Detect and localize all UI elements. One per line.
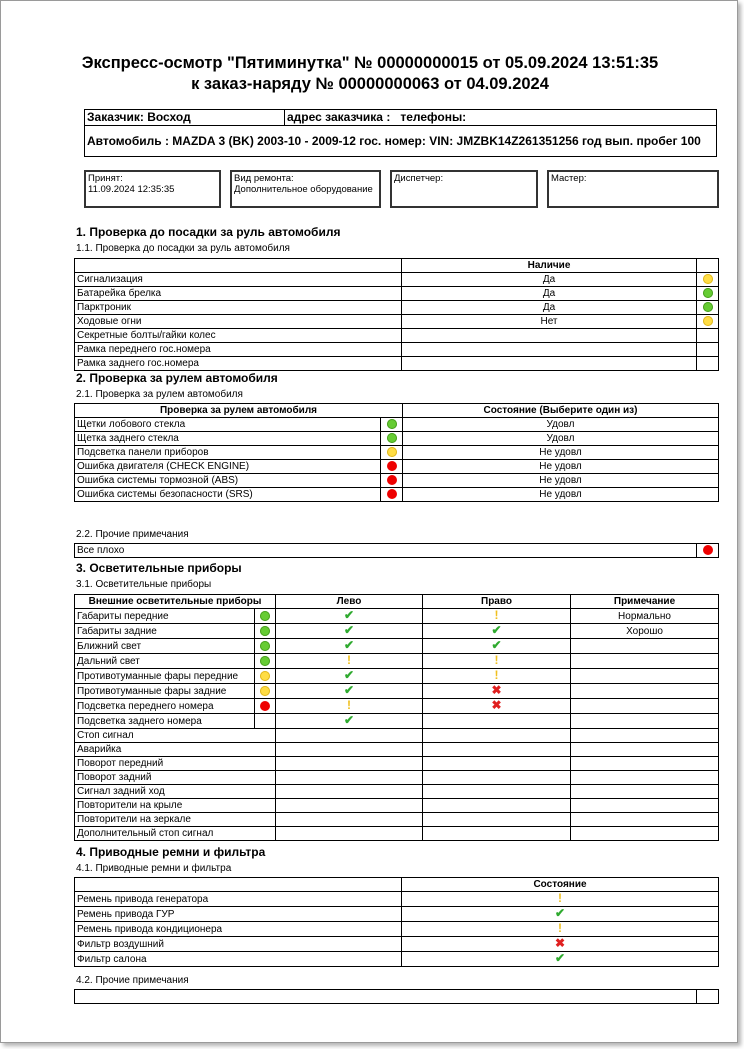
row-right xyxy=(423,743,571,757)
warning-mark-icon: ! xyxy=(494,668,499,682)
row-left xyxy=(276,771,423,785)
row-value: Не удовл xyxy=(403,460,719,474)
check-mark-icon: ✔ xyxy=(343,668,355,682)
table-row xyxy=(75,952,719,967)
row-left xyxy=(276,654,423,669)
table-row xyxy=(75,684,719,699)
row-name: Фильтр воздушний xyxy=(75,937,402,952)
table-row xyxy=(75,273,719,287)
row-name: Ремень привода ГУР xyxy=(75,907,402,922)
row-right xyxy=(423,799,571,813)
row-name: Ремень привода генератора xyxy=(75,892,402,907)
row-left xyxy=(276,624,423,639)
row-right xyxy=(423,624,571,639)
table-row xyxy=(75,287,719,301)
cross-mark-icon: ✖ xyxy=(491,698,502,712)
row-note: Нормально xyxy=(571,609,719,624)
table-row xyxy=(75,785,719,799)
red-status-dot-icon xyxy=(387,475,397,485)
section-3-header-right: Право xyxy=(423,595,571,609)
row-status xyxy=(697,301,719,315)
row-name: Щетки лобового стекла xyxy=(75,418,381,432)
row-name: Ошибка системы тормозной (ABS) xyxy=(75,474,381,488)
section-2-notes-text: Все плохо xyxy=(75,544,697,558)
table-row xyxy=(75,432,719,446)
row-name: Подсветка заднего номера xyxy=(75,714,255,729)
info-box-label: Вид ремонта: xyxy=(234,173,294,184)
cross-mark-icon: ✖ xyxy=(554,936,566,950)
check-mark-icon: ✔ xyxy=(343,683,355,697)
row-note xyxy=(571,684,719,699)
row-name: Ближний свет xyxy=(75,639,255,654)
row-status xyxy=(255,654,276,669)
section-2-subtitle: 2.1. Проверка за рулем автомобиля xyxy=(76,389,243,400)
row-note xyxy=(571,714,719,729)
red-status-dot-icon xyxy=(703,545,713,555)
red-status-dot-icon xyxy=(387,461,397,471)
row-name: Ошибка двигателя (CHECK ENGINE) xyxy=(75,460,381,474)
row-status xyxy=(255,714,276,729)
row-status xyxy=(255,669,276,684)
row-state xyxy=(402,892,719,907)
table-row xyxy=(75,729,719,743)
section-3-title: 3. Осветительные приборы xyxy=(76,561,242,575)
table-row xyxy=(75,301,719,315)
row-value: Нет xyxy=(402,315,697,329)
check-mark-icon: ✔ xyxy=(343,608,355,622)
warning-mark-icon: ! xyxy=(558,891,562,905)
row-right xyxy=(423,714,571,729)
green-status-dot-icon xyxy=(260,626,270,636)
row-left xyxy=(276,669,423,684)
section-4-title: 4. Приводные ремни и фильтра xyxy=(76,845,266,859)
row-status xyxy=(697,273,719,287)
table-row xyxy=(75,624,719,639)
row-name: Ошибка системы безопасности (SRS) xyxy=(75,488,381,502)
row-name: Противотуманные фары передние xyxy=(75,669,255,684)
row-status xyxy=(697,329,719,343)
row-value: Удовл xyxy=(403,418,719,432)
row-name: Парктроник xyxy=(75,301,402,315)
check-mark-icon: ✔ xyxy=(343,623,355,637)
table-row xyxy=(75,488,719,502)
row-status xyxy=(381,446,403,460)
yellow-status-dot-icon xyxy=(703,274,713,284)
row-name: Повторители на зеркале xyxy=(75,813,276,827)
row-note xyxy=(571,669,719,684)
yellow-status-dot-icon xyxy=(260,671,270,681)
car-info: Автомобиль : MAZDA 3 (BK) 2003-10 - 2009-12 гос. номер: VIN: JMZBK14Z261351256 год вып. пробег 100 xyxy=(85,126,717,157)
row-name: Ремень привода кондиционера xyxy=(75,922,402,937)
table-row xyxy=(75,699,719,714)
row-note xyxy=(571,639,719,654)
customer-address: адрес заказчика : xyxy=(287,110,391,124)
section-1-table xyxy=(74,258,719,371)
table-row xyxy=(75,315,719,329)
row-left xyxy=(276,827,423,841)
row-note xyxy=(571,785,719,799)
info-box-label: Мастер: xyxy=(551,173,587,184)
table-row xyxy=(75,446,719,460)
customer-name: Заказчик: Восход xyxy=(85,110,285,126)
table-row xyxy=(75,827,719,841)
row-note xyxy=(571,699,719,714)
doc-title-line2: к заказ-наряду № 00000000063 от 04.09.2024 xyxy=(191,75,549,93)
row-note xyxy=(571,827,719,841)
table-row xyxy=(75,922,719,937)
row-value xyxy=(402,343,697,357)
section-1-header: Наличие xyxy=(402,259,697,273)
section-3-header-left: Лево xyxy=(276,595,423,609)
row-left xyxy=(276,609,423,624)
row-status xyxy=(697,315,719,329)
table-row xyxy=(75,669,719,684)
info-box-received xyxy=(84,170,221,208)
row-right xyxy=(423,609,571,624)
row-note xyxy=(571,757,719,771)
check-mark-icon: ✔ xyxy=(343,638,355,652)
row-right xyxy=(423,813,571,827)
info-box-value: 11.09.2024 12:35:35 xyxy=(88,184,175,195)
row-left xyxy=(276,699,423,714)
row-note xyxy=(571,654,719,669)
row-value: Да xyxy=(402,273,697,287)
section-2-notes-status xyxy=(697,544,719,558)
section-2-notes-table xyxy=(74,543,719,558)
table-row xyxy=(75,639,719,654)
table-row xyxy=(75,813,719,827)
table-row xyxy=(75,757,719,771)
green-status-dot-icon xyxy=(387,419,397,429)
row-status xyxy=(697,357,719,371)
row-value: Не удовл xyxy=(403,488,719,502)
section-4-header: Состояние xyxy=(402,878,719,892)
row-right xyxy=(423,639,571,654)
section-4-notes-text xyxy=(75,990,697,1004)
yellow-status-dot-icon xyxy=(260,686,270,696)
section-4-notes-subtitle: 4.2. Прочие примечания xyxy=(76,975,189,986)
row-name: Дополнительный стоп сигнал xyxy=(75,827,276,841)
table-row xyxy=(75,343,719,357)
row-value: Да xyxy=(402,301,697,315)
doc-title-line1: Экспресс-осмотр "Пятиминутка" № 00000000015 от 05.09.2024 13:51:35 xyxy=(81,54,659,72)
row-right xyxy=(423,729,571,743)
row-value: Удовл xyxy=(403,432,719,446)
section-3-header-note: Примечание xyxy=(571,595,719,609)
row-note xyxy=(571,813,719,827)
info-box-label: Диспетчер: xyxy=(394,173,444,184)
row-name: Секретные болты/гайки колес xyxy=(75,329,402,343)
row-status xyxy=(381,460,403,474)
info-box-label: Принят: xyxy=(88,173,123,184)
section-2-title: 2. Проверка за рулем автомобиля xyxy=(76,371,278,385)
info-box-master xyxy=(547,170,719,208)
row-name: Повторители на крыле xyxy=(75,799,276,813)
section-3-header-device: Внешние осветительные приборы xyxy=(75,595,276,609)
table-row xyxy=(75,418,719,432)
row-name: Сигнал задний ход xyxy=(75,785,276,799)
row-right xyxy=(423,771,571,785)
table-row xyxy=(75,892,719,907)
section-3-table xyxy=(74,594,719,841)
section-4-subtitle: 4.1. Приводные ремни и фильтра xyxy=(76,863,232,874)
table-row xyxy=(75,799,719,813)
row-status xyxy=(381,488,403,502)
row-name: Батарейка брелка xyxy=(75,287,402,301)
green-status-dot-icon xyxy=(260,611,270,621)
row-name: Рамка заднего гос.номера xyxy=(75,357,402,371)
row-state xyxy=(402,922,719,937)
section-1-title: 1. Проверка до посадки за руль автомобиля xyxy=(76,225,341,239)
section-2-header-state: Состояние (Выберите один из) xyxy=(403,404,719,418)
green-status-dot-icon xyxy=(387,433,397,443)
row-name: Ходовые огни xyxy=(75,315,402,329)
table-row xyxy=(75,474,719,488)
warning-mark-icon: ! xyxy=(494,608,499,622)
row-name: Поворот передний xyxy=(75,757,276,771)
row-state xyxy=(402,952,719,967)
customer-table xyxy=(84,109,717,157)
check-mark-icon: ✔ xyxy=(343,713,355,727)
row-note xyxy=(571,799,719,813)
table-row xyxy=(75,937,719,952)
row-left xyxy=(276,639,423,654)
section-2-table xyxy=(74,403,719,502)
cross-mark-icon: ✖ xyxy=(491,683,502,697)
row-right xyxy=(423,785,571,799)
row-left xyxy=(276,714,423,729)
table-row xyxy=(75,609,719,624)
row-left xyxy=(276,729,423,743)
table-row xyxy=(75,329,719,343)
row-status xyxy=(255,699,276,714)
row-status xyxy=(255,639,276,654)
row-status xyxy=(381,418,403,432)
yellow-status-dot-icon xyxy=(387,447,397,457)
row-left xyxy=(276,757,423,771)
check-mark-icon: ✔ xyxy=(491,623,502,637)
info-box-repair-type xyxy=(230,170,381,208)
red-status-dot-icon xyxy=(260,701,270,711)
table-row xyxy=(75,907,719,922)
warning-mark-icon: ! xyxy=(347,653,352,667)
row-name: Стоп сигнал xyxy=(75,729,276,743)
row-left xyxy=(276,743,423,757)
table-row xyxy=(75,654,719,669)
section-4-notes-table xyxy=(74,989,719,1004)
row-note xyxy=(571,729,719,743)
row-name: Габариты задние xyxy=(75,624,255,639)
row-name: Сигнализация xyxy=(75,273,402,287)
info-box-value: Дополнительное оборудование xyxy=(234,184,373,195)
table-row xyxy=(75,743,719,757)
row-name: Рамка переднего гос.номера xyxy=(75,343,402,357)
check-mark-icon: ✔ xyxy=(554,951,566,965)
row-name: Габариты передние xyxy=(75,609,255,624)
table-row xyxy=(75,714,719,729)
row-name: Подсветка панели приборов xyxy=(75,446,381,460)
check-mark-icon: ✔ xyxy=(491,638,502,652)
green-status-dot-icon xyxy=(260,656,270,666)
row-left xyxy=(276,785,423,799)
row-state xyxy=(402,907,719,922)
section-3-subtitle: 3.1. Осветительные приборы xyxy=(76,579,212,590)
row-value: Да xyxy=(402,287,697,301)
row-left xyxy=(276,813,423,827)
row-right xyxy=(423,684,571,699)
row-name: Фильтр салона xyxy=(75,952,402,967)
row-note xyxy=(571,771,719,785)
red-status-dot-icon xyxy=(387,489,397,499)
table-row xyxy=(75,771,719,785)
customer-address-phones xyxy=(285,110,717,126)
section-2-header-check: Проверка за рулем автомобиля xyxy=(75,404,403,418)
row-name: Аварийка xyxy=(75,743,276,757)
warning-mark-icon: ! xyxy=(558,921,562,935)
yellow-status-dot-icon xyxy=(703,316,713,326)
row-name: Поворот задний xyxy=(75,771,276,785)
green-status-dot-icon xyxy=(703,288,713,298)
row-note: Хорошо xyxy=(571,624,719,639)
row-value: Не удовл xyxy=(403,474,719,488)
info-box-dispatcher xyxy=(390,170,538,208)
table-row xyxy=(75,357,719,371)
table-row xyxy=(75,460,719,474)
row-right xyxy=(423,757,571,771)
row-right xyxy=(423,654,571,669)
row-right xyxy=(423,699,571,714)
row-name: Щетка заднего стекла xyxy=(75,432,381,446)
green-status-dot-icon xyxy=(260,641,270,651)
row-status xyxy=(255,684,276,699)
row-name: Дальний свет xyxy=(75,654,255,669)
section-2-notes-subtitle: 2.2. Прочие примечания xyxy=(76,529,189,540)
row-left xyxy=(276,684,423,699)
section-1-subtitle: 1.1. Проверка до посадки за руль автомобиля xyxy=(76,243,290,254)
customer-phones: телефоны: xyxy=(400,110,467,124)
row-name: Противотуманные фары задние xyxy=(75,684,255,699)
row-right xyxy=(423,669,571,684)
warning-mark-icon: ! xyxy=(494,653,499,667)
row-status xyxy=(255,609,276,624)
section-4-table xyxy=(74,877,719,967)
row-value xyxy=(402,329,697,343)
row-right xyxy=(423,827,571,841)
row-note xyxy=(571,743,719,757)
row-status xyxy=(255,624,276,639)
row-status xyxy=(381,474,403,488)
row-left xyxy=(276,799,423,813)
row-name: Подсветка переднего номера xyxy=(75,699,255,714)
row-value xyxy=(402,357,697,371)
row-status xyxy=(697,287,719,301)
row-status xyxy=(697,343,719,357)
check-mark-icon: ✔ xyxy=(554,906,566,920)
green-status-dot-icon xyxy=(703,302,713,312)
row-status xyxy=(381,432,403,446)
warning-mark-icon: ! xyxy=(347,698,352,712)
row-value: Не удовл xyxy=(403,446,719,460)
row-state xyxy=(402,937,719,952)
